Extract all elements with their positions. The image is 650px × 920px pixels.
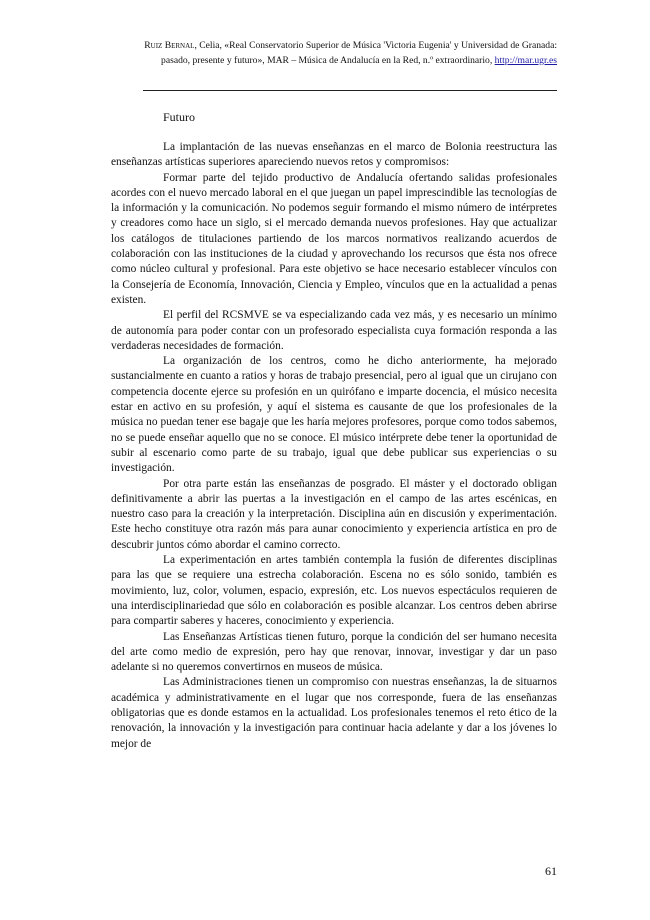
body-text bbox=[111, 140, 557, 752]
header-citation: , Celia, «Real Conservatorio Superior de Música 'Victoria Eugenia' y Universidad de Granada: pasado, presente y futuro», MAR – Música de Andalucía en la Red, n.º extraordinario, bbox=[161, 40, 557, 66]
section-title: Futuro bbox=[163, 110, 196, 124]
paragraph: La experimentación en artes también contempla la fusión de diferentes disciplinas para las que se requiere una estrecha colaboración. Escena no es sólo sonido, también es movimiento, luz, color, volumen, espacio, expresión, etc. Los nuevos espectáculos requieren de una interdisciplinariedad que sólo en colaboración es posible alcanzar. Los centros deben abrirse para compartir saberes y haceres, conocimiento y experiencia. bbox=[111, 554, 557, 628]
header-url-link[interactable]: http://mar.ugr.es bbox=[494, 55, 557, 66]
paragraph: Las Enseñanzas Artísticas tienen futuro, porque la condición del ser humano necesita del arte como medio de expresión, pero hay que renovar, innovar, investigar y dar un paso adelante si no queremos convertirnos en museos de música. bbox=[111, 630, 557, 674]
paragraph: El perfil del RCSMVE se va especializando cada vez más, y es necesario un mínimo de autonomía para poder contar con un profesorado especialista cuya formación responda a las verdaderas necesidades de formación. bbox=[111, 309, 557, 352]
header-author: Ruiz Bernal bbox=[144, 40, 195, 51]
running-header bbox=[130, 38, 557, 68]
paragraph: Las Administraciones tienen un compromiso con nuestras enseñanzas, la de situarnos académica y administrativamente en el lugar que nos corresponde, fuera de las enseñanzas obligatorias que es donde estamos en la actualidad. Los profesionales tenemos el reto ético de la renovación, la innovación y la investigación para continuar hacia adelante y dar a los jóvenes lo mejor de bbox=[111, 676, 557, 750]
header-divider bbox=[143, 90, 557, 91]
paragraph: La organización de los centros, como he dicho anteriormente, ha mejorado sustancialmente en cuanto a ratios y horas de trabajo presencial, pero al igual que un cirujano con competencia docente ejerce su profesión en un quirófano e imparte docencia, el músico necesita estar en activo en su profesión, y aquí el sistema es causante de que los profesionales de la música no puedan tener ese bagaje que les haría mejores profesores, porque como todos sabemos, no se puede enseñar aquello que no se conoce. El músico intérprete debe tener la oportunidad de subir al escenario como parte de su trabajo, igual que debe publicar sus experiencias o su investigación. bbox=[111, 355, 557, 475]
paragraph: Por otra parte están las enseñanzas de posgrado. El máster y el doctorado obligan definitivamente a abrir las puertas a la investigación en el campo de las artes escénicas, en nuestro caso para la creación y la interpretación. Disciplina aún en discusión y experimentación. Este hecho constituye otra razón más para aunar conocimiento y experiencia artística en pro de descubrir juntos cómo abordar el camino correcto. bbox=[111, 477, 557, 551]
paragraph: Formar parte del tejido productivo de Andalucía ofertando salidas profesionales acordes con el nuevo mercado laboral en el que juegan un papel imprescindible las tecnologías de la información y la comunicación. No podemos seguir formando el mismo número de intérpretes y creadores como hace un siglo, si el mercado demanda nuevos profesiones. Hay que actualizar los catálogos de titulaciones partiendo de los marcos normativos realizando acuerdos de colaboración con las instituciones de la ciudad y aprovechando los recursos que ésta nos ofrece como núcleo cultural y profesional. Para este objetivo se hace necesario establecer vínculos con la Consejería de Economía, Innovación, Ciencia y Empleo, vínculos que en la actualidad a penas existen. bbox=[111, 171, 557, 306]
paragraph: La implantación de las nuevas enseñanzas en el marco de Bolonia reestructura las enseñanzas artísticas superiores apareciendo nuevos retos y compromisos: bbox=[111, 141, 557, 169]
page-number: 61 bbox=[545, 864, 557, 878]
